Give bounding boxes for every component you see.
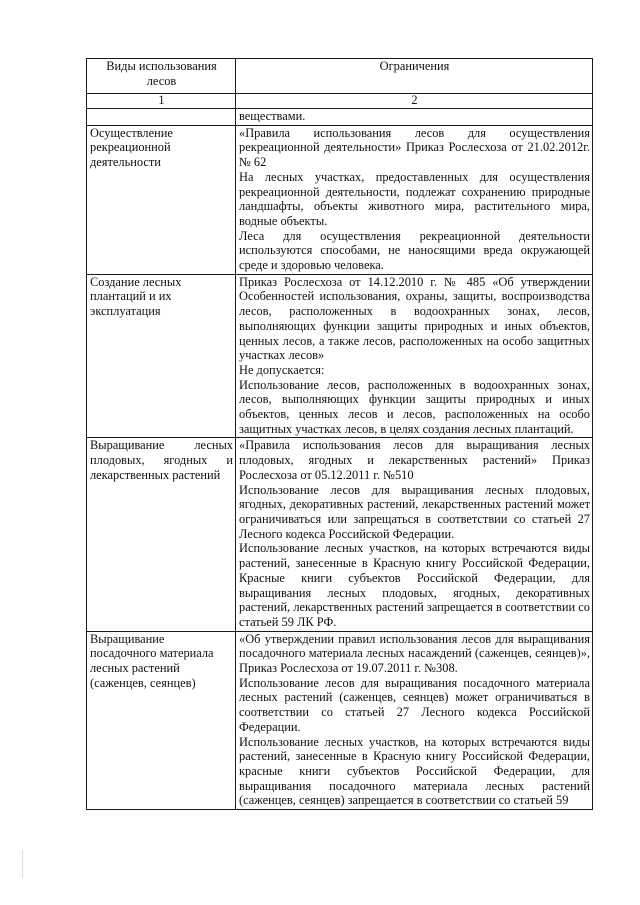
- table-row: [87, 125, 593, 274]
- restriction-paragraph: веществами.: [239, 109, 306, 123]
- restriction-paragraph: «Об утверждении правил использования лесов для выращивания посадочного материала лесных насаждений (саженцев, сеянцев)», Приказ Рослесхоза от 19.07.2011 г. №308.: [239, 631, 590, 676]
- table-row: [87, 631, 593, 809]
- restriction-paragraph: Приказ Рослесхоза от 14.12.2010 г. № 485 «Об утверждении Особенностей использования, охраны, защиты, воспроизводства лесов, расположенных в водоохранных зонах, лесов, выполняющих функции защиты природных и иных объектов, ценных лесов, а также лесов, расположенных на особо защитных участках лесов»: [239, 274, 590, 363]
- column-number-2: 2: [236, 94, 593, 109]
- row-fruit-plants-use: Выращивание лесных плодовых, ягодных и лекарственных растений: [87, 438, 236, 631]
- column-number-1: 1: [87, 94, 236, 109]
- row-recreation-use: Осуществление рекреационной деятельности: [87, 125, 236, 274]
- table-row: [87, 109, 593, 126]
- restriction-paragraph: Использование лесов, расположенных в водоохранных зонах, лесов, выполняющих функции защиты природных и иных объектов, ценных лесов и лесов, расположенных на особо защитных участках лесов, в целях создания лесных плантаций.: [239, 377, 590, 436]
- column-number-row: [87, 94, 593, 109]
- restriction-paragraph: Леса для осуществления рекреационной деятельности используются способами, не наносящими вреда окружающей среде и здоровью человека.: [239, 228, 590, 273]
- restriction-paragraph: Использование лесных участков, на которых встречаются виды растений, занесенные в Красную книгу Российской Федерации, красные книги субъектов Российской Федерации, для выращивания посадочного материала лесных растений (саженцев, сеянцев) запрещается в соответствии со статьей 59: [239, 734, 590, 808]
- table-row: [87, 274, 593, 438]
- row-continuation-restrictions: [236, 109, 593, 126]
- restriction-paragraph: Использование лесов для выращивания посадочного материала лесных растений (саженцев, сеянцев) может ограничиваться в соответствии со статьей 27 Лесного кодекса Российской Федерации.: [239, 675, 590, 734]
- table-header-row: [87, 59, 593, 94]
- row-plantations-restrictions: [236, 274, 593, 438]
- row-plantations-use: Создание лесных плантаций и их эксплуатация: [87, 274, 236, 438]
- restriction-paragraph: На лесных участках, предоставленных для осуществления рекреационной деятельности, подлежат сохранению природные ландшафты, объекты животного мира, растительного мира, водные объекты.: [239, 169, 590, 228]
- row-seedlings-use: Выращивание посадочного материала лесных растений (саженцев, сеянцев): [87, 631, 236, 809]
- restriction-paragraph: Использование лесных участков, на которых встречаются виды растений, занесенные в Красную книгу Российской Федерации, Красные книги субъектов Российской Федерации, для выращивания лесных плодовых, ягодных, декоративных растений, лекарственных растений запрещается в соответствии со статьей 59 ЛК РФ.: [239, 541, 590, 629]
- header-restrictions: Ограничения: [236, 59, 593, 94]
- restriction-paragraph: Не допускается:: [239, 362, 325, 377]
- row-recreation-restrictions: [236, 125, 593, 274]
- row-fruit-plants-restrictions: [236, 438, 593, 631]
- restriction-paragraph: «Правила использования лесов для осуществления рекреационной деятельности» Приказ Рослесхоза от 21.02.2012г. № 62: [239, 125, 590, 170]
- scan-edge-mark: [22, 850, 23, 878]
- restriction-paragraph: «Правила использования лесов для выращивания лесных плодовых, ягодных и лекарственных растений» Приказ Рослесхоза от 05.12.2011 г. №510: [239, 438, 590, 482]
- header-forest-use-types: Виды использования лесов: [87, 59, 236, 94]
- restrictions-table: [86, 58, 593, 810]
- row-seedlings-restrictions: [236, 631, 593, 809]
- row-continuation-use: [87, 109, 236, 126]
- restriction-paragraph: Использование лесов для выращивания лесных плодовых, ягодных, декоративных растений, лекарственных растений может ограничиваться или запрещаться в соответствии со статьей 27 Лесного кодекса Российской Федерации.: [239, 482, 590, 541]
- table-row: [87, 438, 593, 631]
